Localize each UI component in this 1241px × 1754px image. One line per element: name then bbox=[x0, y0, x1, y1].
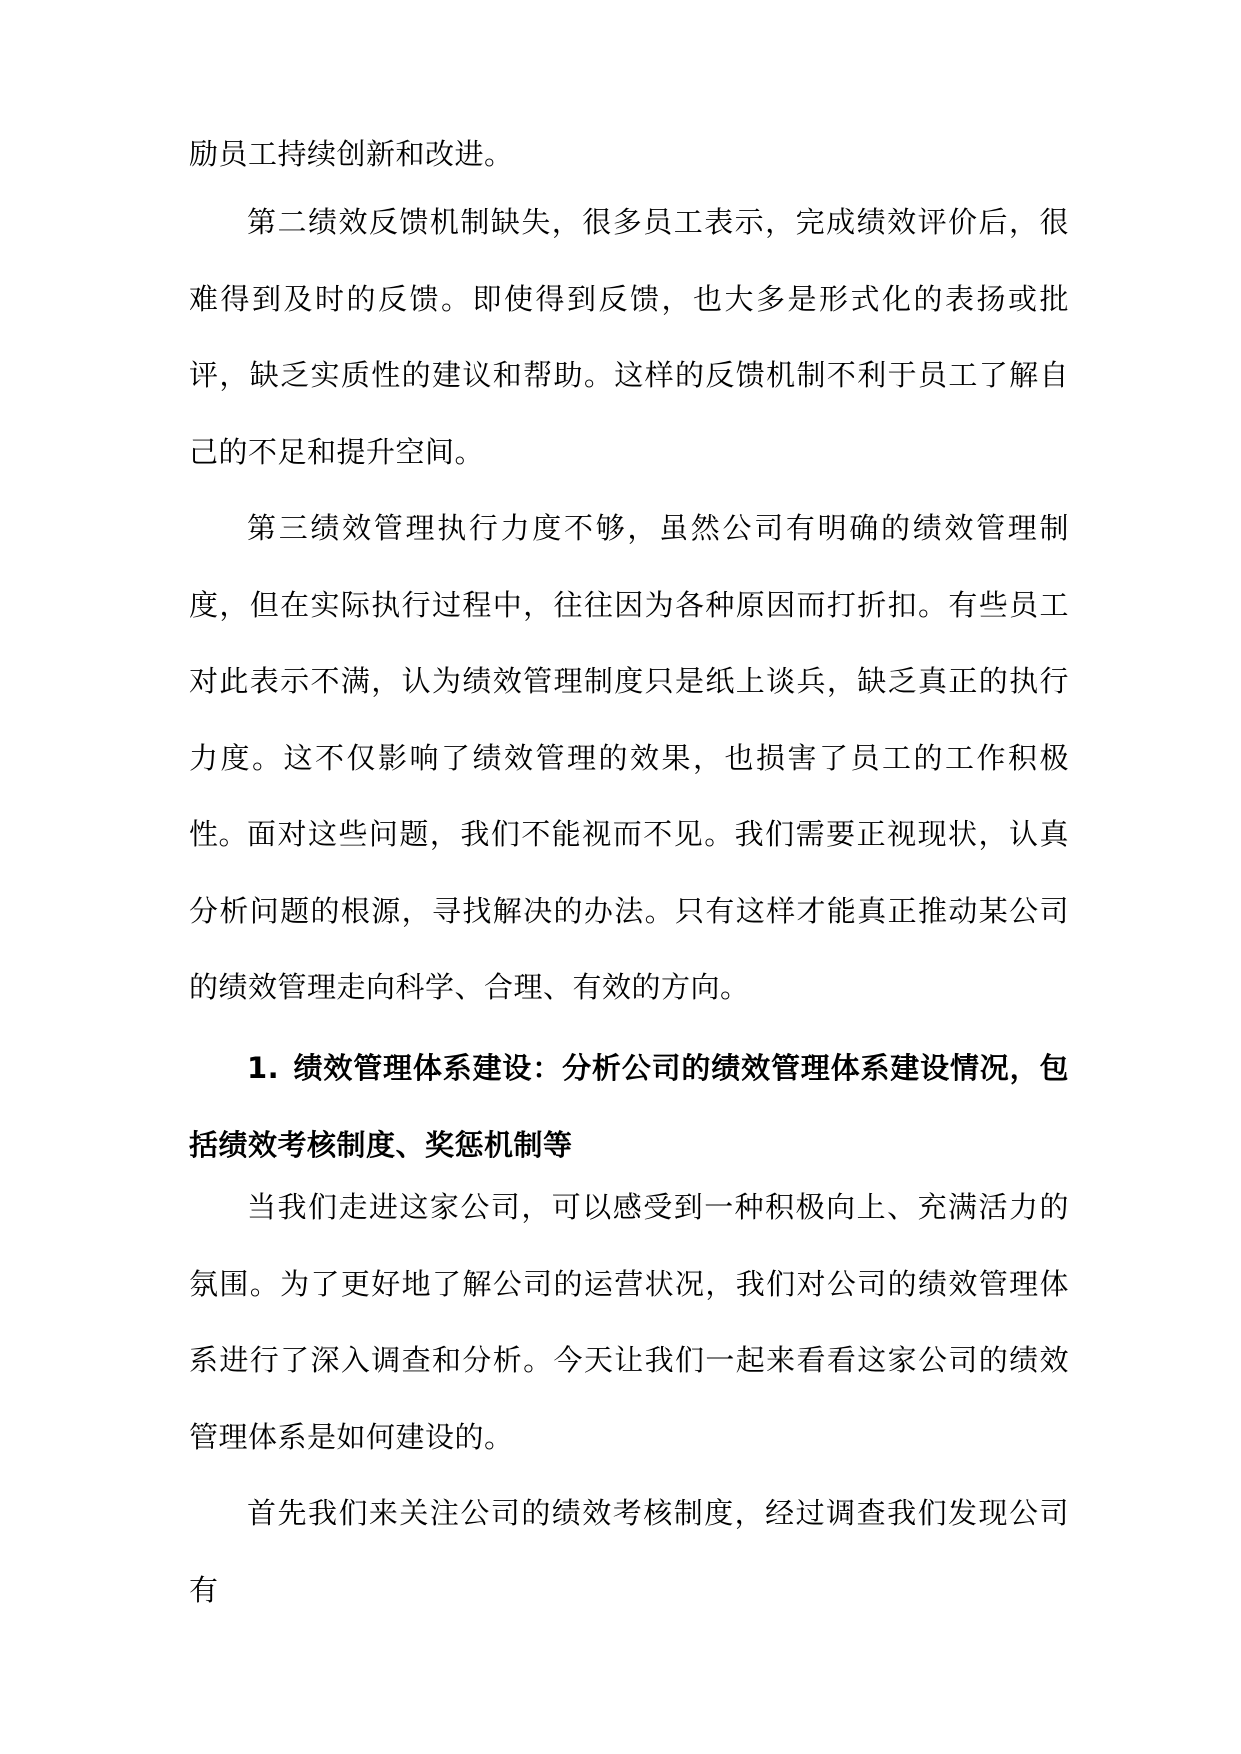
paragraph-facing-problems: 面对这些问题，我们不能视而不见。我们需要正视现状，认真分析问题的根源，寻找解决的办法。只有这样才能真正推动某公司的绩效管理走向科学、合理、有效的方向。 bbox=[189, 817, 1069, 1004]
paragraph-company-atmosphere: 当我们走进这家公司，可以感受到一种积极向上、充满活力的氛围。为了更好地了解公司的运营状况，我们对公司的绩效管理体系进行了深入调查和分析。今天让我们一起来看看这家公司的绩效管理体系是如何建设的。 bbox=[189, 1190, 1069, 1454]
section-heading-text: 绩效管理体系建设：分析公司的绩效管理体系建设情况，包括绩效考核制度、奖惩机制等 bbox=[189, 1051, 1069, 1162]
section-heading-number: 1. bbox=[247, 1051, 280, 1085]
paragraph-feedback-mechanism: 第二绩效反馈机制缺失，很多员工表示，完成绩效评价后，很难得到及时的反馈。即使得到反馈，也大多是形式化的表扬或批评，缺乏实质性的建议和帮助。这样的反馈机制不利于员工了解自己的不足和提升空间。 bbox=[189, 205, 1069, 469]
paragraph-execution-strength: 第三绩效管理执行力度不够，虽然公司有明确的绩效管理制度，但在实际执行过程中，往往因为各种原因而打折扣。有些员工对此表示不满，认为绩效管理制度只是纸上谈兵，缺乏真正的执行力度。这不仅影响了绩效管理的效果，也损害了员工的工作积极性。 bbox=[189, 511, 1069, 851]
paragraph-assessment-system: 首先我们来关注公司的绩效考核制度，经过调查我们发现公司有 bbox=[189, 1496, 1069, 1607]
paragraph-continuation: 励员工持续创新和改进。 bbox=[189, 137, 514, 171]
section-heading bbox=[189, 1030, 1069, 1183]
